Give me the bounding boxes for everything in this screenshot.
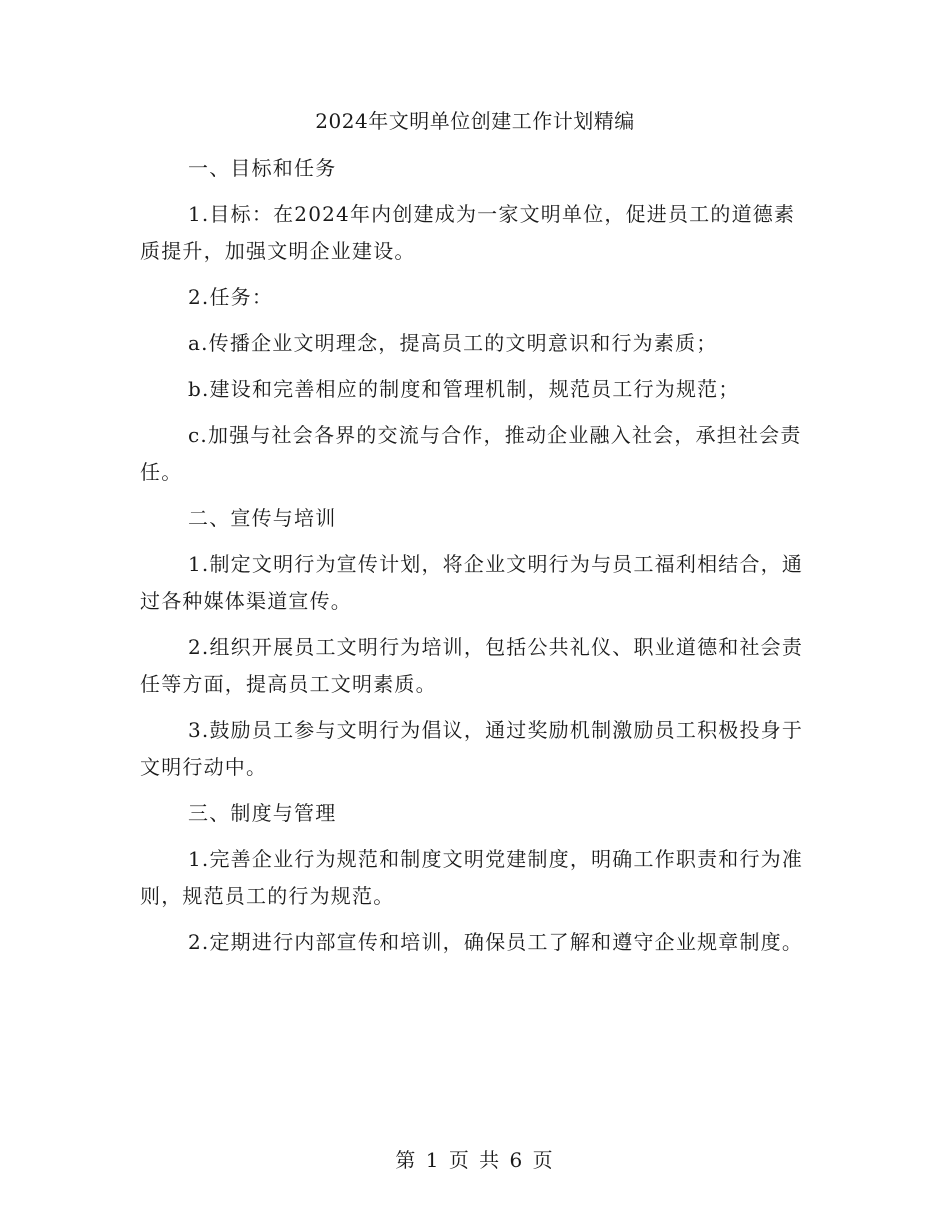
paragraph-tasks-heading: 2.任务： [188, 285, 274, 309]
section-heading-publicity: 二、宣传与培训 [188, 506, 337, 530]
paragraph-task-c: c.加强与社会各界的交流与合作，推动企业融入社会，承担社会责任。 [140, 423, 802, 484]
paragraph-publicity-3: 3.鼓励员工参与文明行为倡议，通过奖励机制激励员工积极投身于文明行动中。 [140, 718, 804, 779]
document-title: 2024年文明单位创建工作计划精编 [315, 109, 635, 133]
paragraph-management-1: 1.完善企业行为规范和制度文明党建制度，明确工作职责和行为准则，规范员工的行为规范。 [140, 847, 804, 908]
section-heading-management: 三、制度与管理 [188, 801, 337, 825]
page-footer: 第 1 页 共 6 页 [395, 1148, 555, 1172]
paragraph-task-a: a.传播企业文明理念，提高员工的文明意识和行为素质； [188, 331, 718, 355]
paragraph-publicity-2: 2.组织开展员工文明行为培训，包括公共礼仪、职业道德和社会责任等方面，提高员工文明素质。 [140, 635, 804, 696]
paragraph-goal: 1.目标：在2024年内创建成为一家文明单位，促进员工的道德素质提升，加强文明企业建设。 [140, 202, 796, 263]
paragraph-management-2: 2.定期进行内部宣传和培训，确保员工了解和遵守企业规章制度。 [188, 930, 804, 954]
paragraph-task-b: b.建设和完善相应的制度和管理机制，规范员工行为规范； [188, 377, 740, 401]
section-heading-goals: 一、目标和任务 [188, 156, 337, 180]
document-body [140, 150, 810, 970]
paragraph-publicity-1: 1.制定文明行为宣传计划，将企业文明行为与员工福利相结合，通过各种媒体渠道宣传。 [140, 552, 804, 613]
